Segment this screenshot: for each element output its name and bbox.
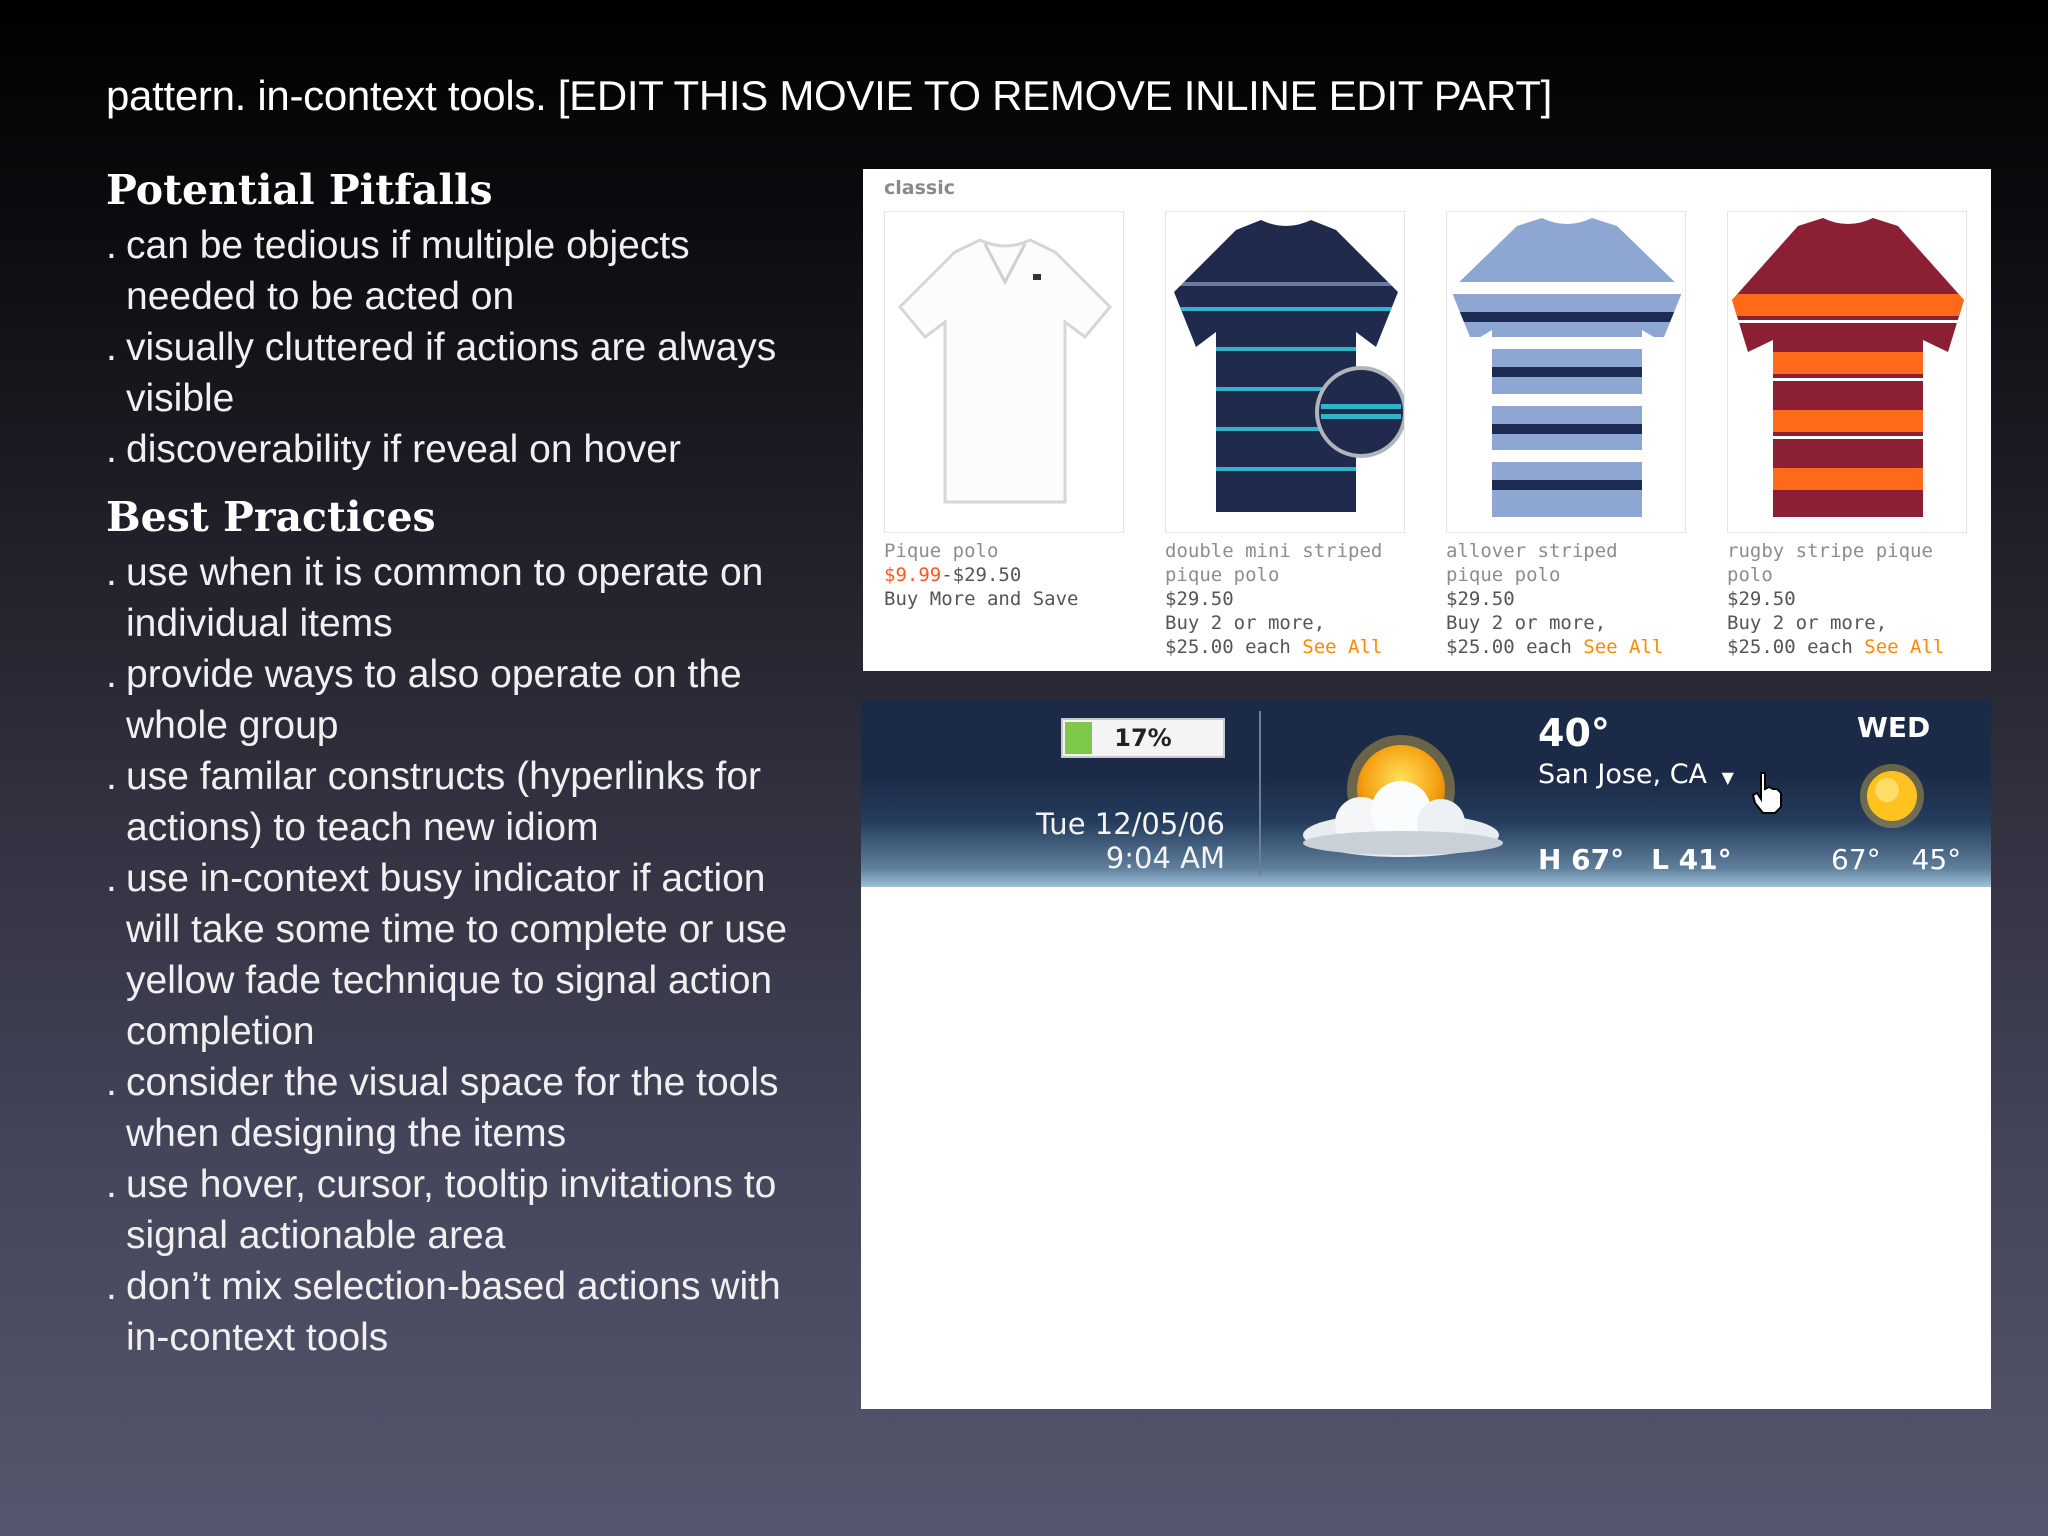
list-item: . don’t mix selection-based actions with in-context tools	[106, 1261, 826, 1363]
product-name[interactable]: Pique polo	[884, 540, 999, 562]
pitfalls-heading: Potential Pitfalls	[106, 166, 493, 214]
time-label: 9:04 AM	[1105, 841, 1225, 875]
price: $29.50	[1165, 588, 1234, 610]
price: $29.50	[1446, 588, 1515, 610]
panel-title: classic	[884, 177, 955, 199]
divider	[1259, 711, 1261, 875]
high-low	[1538, 843, 1732, 876]
list-item: . use hover, cursor, tooltip invitations to signal actionable area	[106, 1159, 826, 1261]
hand-cursor-icon	[1751, 771, 1785, 815]
city-label[interactable]: San Jose, CA	[1538, 759, 1708, 790]
product-info	[884, 539, 1124, 611]
progress-label: 17%	[1114, 724, 1172, 752]
product-info	[1446, 539, 1686, 659]
slide-title: pattern. in-context tools. [EDIT THIS MOVIE TO REMOVE INLINE EDIT PART]	[106, 72, 1553, 119]
product-image[interactable]	[1727, 211, 1967, 533]
low-temperature: L 41°	[1651, 843, 1732, 876]
sale-price: $9.99	[884, 564, 942, 586]
product-name[interactable]: rugby stripe pique polo	[1727, 540, 1933, 586]
busy-progress-indicator	[1061, 718, 1225, 758]
product-name[interactable]: double mini striped pique polo	[1165, 540, 1383, 586]
product-image[interactable]	[1165, 211, 1405, 533]
list-item: . visually cluttered if actions are always visible	[106, 322, 826, 424]
forecast-low: 45°	[1911, 843, 1962, 876]
practices-heading: Best Practices	[106, 493, 436, 541]
product-info	[1727, 539, 1967, 659]
price: -$29.50	[941, 564, 1022, 586]
forecast-high: 67°	[1831, 843, 1881, 876]
forecast-temps	[1831, 843, 1961, 876]
product-panel	[863, 169, 1991, 671]
see-all-link[interactable]: See All	[1583, 636, 1664, 658]
list-item: . use when it is common to operate on individual items	[106, 547, 826, 649]
product-card[interactable]	[884, 211, 1124, 611]
product-image[interactable]	[884, 211, 1124, 533]
partly-cloudy-icon	[1291, 717, 1521, 877]
sun-icon	[1857, 761, 1927, 831]
high-temperature: H 67°	[1538, 843, 1625, 876]
location-selector[interactable]	[1538, 759, 1734, 790]
list-item: . use familar constructs (hyperlinks for actions) to teach new idiom	[106, 751, 826, 853]
practices-list	[106, 547, 826, 1363]
product-card[interactable]	[1446, 211, 1686, 659]
promo-text: Buy 2 or more, $25.00 each	[1727, 612, 1888, 658]
current-temperature: 40°	[1538, 711, 1610, 755]
dropdown-arrow-icon[interactable]: ▼	[1721, 768, 1734, 787]
forecast-day: WED	[1857, 711, 1931, 744]
product-card[interactable]	[1165, 211, 1405, 659]
promo-text: Buy 2 or more, $25.00 each	[1446, 612, 1607, 658]
date-time	[1036, 807, 1225, 875]
weather-panel	[861, 699, 1991, 1409]
list-item: . use in-context busy indicator if action will take some time to complete or use yellow fade technique to signal action completion	[106, 853, 826, 1057]
promo-text: Buy More and Save	[884, 588, 1079, 610]
list-item: . discoverability if reveal on hover	[106, 424, 826, 475]
product-card[interactable]	[1727, 211, 1967, 659]
see-all-link[interactable]: See All	[1302, 636, 1383, 658]
weather-widget	[861, 699, 1991, 887]
text-column	[106, 164, 826, 1379]
see-all-link[interactable]: See All	[1864, 636, 1945, 658]
list-item: . provide ways to also operate on the whole group	[106, 649, 826, 751]
price: $29.50	[1727, 588, 1796, 610]
pitfalls-list	[106, 220, 826, 475]
date-label: Tue 12/05/06	[1036, 807, 1225, 841]
promo-text: Buy 2 or more, $25.00 each	[1165, 612, 1326, 658]
product-image[interactable]	[1446, 211, 1686, 533]
list-item: . can be tedious if multiple objects needed to be acted on	[106, 220, 826, 322]
product-name[interactable]: allover striped pique polo	[1446, 540, 1618, 586]
product-info	[1165, 539, 1405, 659]
list-item: . consider the visual space for the tools when designing the items	[106, 1057, 826, 1159]
